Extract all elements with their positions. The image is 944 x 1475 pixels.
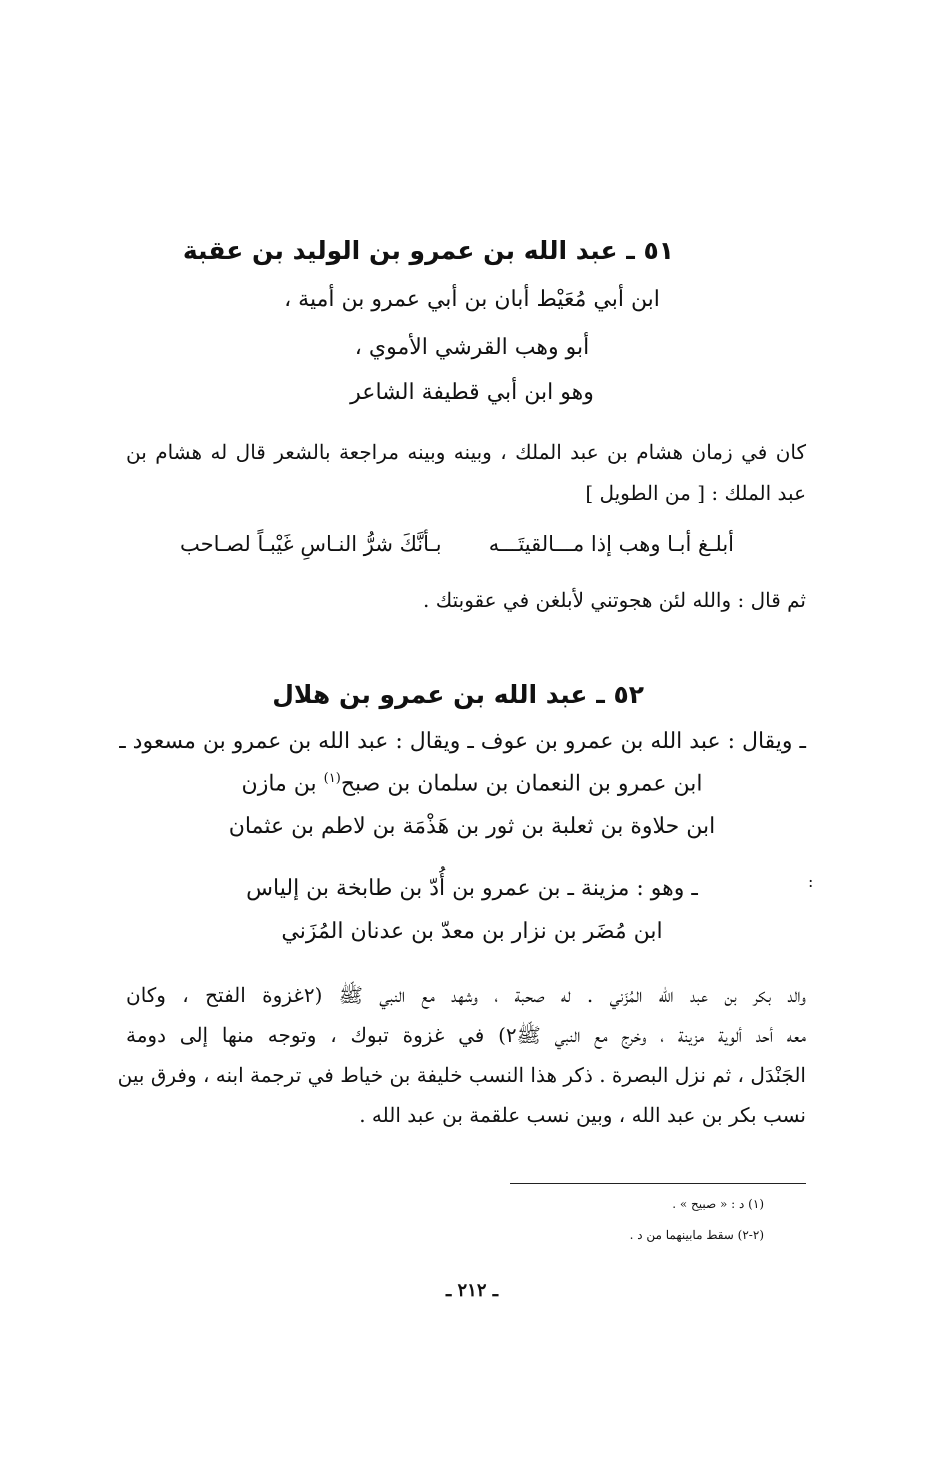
margin-mark: : bbox=[808, 872, 814, 891]
lineage-text: بن مازن bbox=[241, 771, 324, 797]
entry-51-paragraph-line: كان في زمان هشام بن عبد الملك ، وبينه وبينه مراجعة بالشعر قال له هشام بن bbox=[126, 440, 806, 464]
page-number: ـ ٢١٢ ـ bbox=[445, 1280, 499, 1301]
entry-51-title: ٥١ ـ عبد الله بن عمرو بن الوليد بن عقبة bbox=[182, 236, 674, 265]
verse-first-hemistich: أبلـغ أبـا وهب إذا مـــالقيتَـــه bbox=[488, 532, 734, 556]
entry-52-paragraph-line: الجَنْدَل ، ثم نزل البصرة . ذكر هذا النسب خليفة بن خياط في ترجمة ابنه ، وفرق بين bbox=[117, 1063, 806, 1087]
footnote-marker: (١) bbox=[323, 771, 341, 786]
entry-52-title: ٥٢ ـ عبد الله بن عمرو بن هلال bbox=[272, 680, 644, 709]
entry-51-lineage-line: أبو وهب القرشي الأموي ، bbox=[354, 335, 590, 360]
entry-51-lineage-line: ابن أبي مُعَيْط أبان بن أبي عمرو بن أمية ، bbox=[284, 287, 660, 312]
entry-52-lineage-line bbox=[0, 771, 944, 796]
entry-52-lineage-line: ـ وهو : مزينة ـ بن عمرو بن أُدّ بن طابخة بن إلياس bbox=[246, 876, 698, 901]
footnote: (٢-٢) سقط مابينهما من د . bbox=[629, 1228, 764, 1242]
entry-52-paragraph-line: معه أحد ألوية مزينة ، وخرج مع النبي ﷺ٢) في غزوة تبوك ، وتوجه منها إلى دومة bbox=[126, 1023, 807, 1047]
entry-51-closing: ثم قال : والله لئن هجوتني لأبلغن في عقوبتك . bbox=[423, 588, 806, 612]
entry-52-paragraph-line: نسب بكر بن عبد الله ، وبين نسب علقمة بن عبد الله . bbox=[359, 1103, 806, 1127]
entry-52-lineage-line: ابن مُضَر بن نزار بن معدّ بن عدنان المُزَني bbox=[281, 919, 663, 944]
entry-52-lineage-line: ـ ويقال : عبد الله بن عمرو بن عوف ـ ويقال : عبد الله بن عمرو بن مسعود ـ bbox=[119, 729, 806, 754]
entry-51-lineage-line: وهو ابن أبي قطيفة الشاعر bbox=[350, 380, 594, 405]
entry-52-lineage-line: ابن حلاوة بن ثعلبة بن ثور بن هَذْمَة بن لاطم بن عثمان bbox=[228, 814, 716, 839]
footnote-divider bbox=[510, 1183, 806, 1184]
lineage-text: ابن عمرو بن النعمان بن سلمان بن صبح bbox=[340, 771, 703, 797]
entry-52-paragraph-line: والد بكر بن عبد الله المُزَني . له صحبة ، وشهد مع النبي ﷺ (٢غزوة الفتح ، وكان bbox=[126, 983, 807, 1007]
entry-51-paragraph-line: عبد الملك : [ من الطويل ] bbox=[585, 481, 806, 505]
footnote: (١) د : « صبيح » . bbox=[672, 1197, 764, 1211]
verse-second-hemistich: بـأنَّكَ شرُّ النـاسِ غَيْبـاً لصـاحب bbox=[180, 532, 442, 556]
